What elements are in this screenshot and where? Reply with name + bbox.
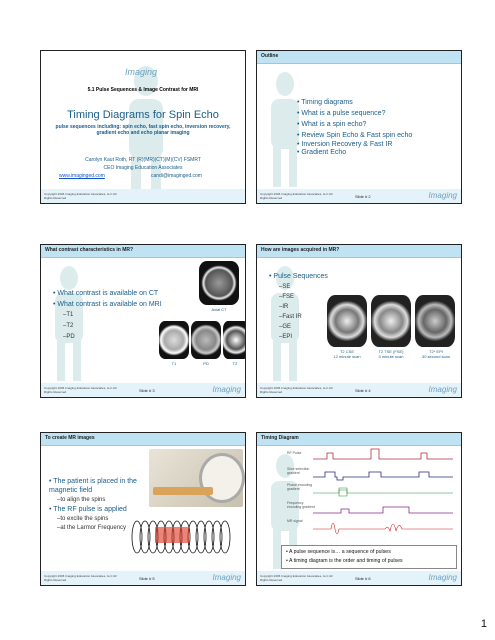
slide-header-bar — [257, 433, 461, 446]
slide-header: To create MR images — [45, 435, 95, 441]
image-caption: T2 — [232, 361, 238, 366]
slide-number: Slide # 3 — [139, 388, 155, 393]
mri-epi-image — [415, 295, 455, 347]
list-item: –at the Larmor Frequency — [57, 525, 127, 531]
slide-5 — [40, 432, 246, 586]
slide-footer — [41, 383, 245, 397]
mri-t1-image — [159, 321, 189, 359]
website-link[interactable]: www.imaginged.com — [59, 173, 105, 179]
slide-footer — [257, 189, 461, 203]
slide-header: Outline — [261, 53, 279, 59]
scanner-bore — [199, 453, 245, 503]
list-item: –SE — [279, 284, 291, 290]
slide-header-bar — [257, 51, 461, 64]
slide-number: Slide # 6 — [355, 576, 371, 581]
page-number: 1 — [480, 618, 487, 630]
slide-header-bar — [41, 433, 245, 446]
rf-pulse-line — [313, 449, 453, 459]
timing-row-label: Phase encoding gradient — [287, 483, 313, 491]
mr-signal-line — [313, 523, 453, 534]
phase-encode-lines — [313, 488, 453, 496]
bullet-list — [297, 97, 412, 157]
timing-diagram — [313, 447, 453, 535]
slide-header-bar — [257, 245, 461, 258]
copyright: Copyright 2006 Imaging Education Associates, LLC All Rights Reserved — [260, 574, 333, 582]
imaging-logo: Imaging — [212, 573, 241, 582]
slide-header: What contrast characteristics in MR? — [45, 247, 134, 253]
bullet-box — [281, 545, 457, 569]
mri-scanner-photo — [149, 449, 243, 507]
list-item: • The patient is placed in the magnetic field — [49, 478, 137, 494]
slide-1 — [40, 50, 246, 204]
slide-6 — [256, 432, 462, 586]
list-item: • What is a spin echo? — [297, 121, 367, 128]
bullet-list — [269, 271, 328, 342]
imaging-logo: Imaging — [428, 191, 457, 200]
list-item: • What contrast is available on CT — [53, 290, 159, 297]
slide-header-bar — [41, 245, 245, 258]
list-item: • Inversion Recovery & Fast IR — [297, 141, 393, 148]
slide-title: Timing Diagrams for Spin Echo — [67, 109, 219, 121]
image-caption: T2 CSE 12 minute scan — [333, 349, 361, 359]
email: candi@imaginged.com — [151, 173, 202, 179]
slide-3 — [40, 244, 246, 398]
list-item: –GE — [279, 324, 292, 330]
imaging-logo: Imaging — [212, 385, 241, 394]
list-item: –T2 — [63, 323, 74, 329]
slide-number: Slide # 2 — [355, 194, 371, 199]
imaging-logo: Imaging — [125, 67, 158, 77]
slide-number: Slide # 4 — [355, 388, 371, 393]
list-item: • Timing diagrams — [297, 99, 353, 106]
mri-t2-image — [223, 321, 246, 359]
mri-pd-image — [191, 321, 221, 359]
slide-subtitle: pulse sequences including: spin echo, fast spin echo, inversion recovery, gradient echo and echo planar imaging — [55, 124, 231, 136]
slide-2 — [256, 50, 462, 204]
list-item: –Fast IR — [279, 314, 302, 320]
image-caption: PD — [203, 361, 209, 366]
list-item: • The RF pulse is applied — [49, 506, 127, 513]
list-item: –IR — [279, 304, 289, 310]
slide-footer — [257, 571, 461, 585]
list-item: –to excite the spins — [57, 516, 109, 522]
author: Carolyn Kaut Roth, RT (R)(MR)(CT)(M)(CV) FSMRT — [85, 157, 201, 163]
slide-header: 5.1 Pulse Sequences & Image Contrast for MRI — [87, 87, 199, 93]
copyright: Copyright 2006 Imaging Education Associates, LLC All Rights Reserved — [44, 574, 117, 582]
image-caption: T1 — [171, 361, 177, 366]
copyright: Copyright 2006 Imaging Education Associates, LLC All Rights Reserved — [44, 192, 117, 200]
slice-select-line — [313, 472, 453, 480]
frequency-encode-line — [313, 507, 453, 513]
list-item: –FSE — [279, 294, 295, 300]
list-item: • Gradient Echo — [297, 149, 347, 156]
list-item: • What is a pulse sequence? — [297, 110, 386, 117]
bullet-list — [49, 477, 149, 533]
imaging-logo: Imaging — [428, 573, 457, 582]
image-caption: T2* EPI 30 second scan — [421, 349, 451, 359]
slide-4 — [256, 244, 462, 398]
list-item: –to align the spins — [57, 497, 106, 503]
patient-table — [153, 487, 213, 495]
list-item: • Review Spin Echo & Fast spin echo — [297, 132, 413, 139]
slide-footer — [41, 189, 245, 203]
copyright: Copyright 2006 Imaging Education Associates, LLC All Rights Reserved — [260, 192, 333, 200]
slide-footer — [257, 383, 461, 397]
organization: CEO Imaging Education Associates — [103, 165, 183, 171]
mri-cse-image — [327, 295, 367, 347]
image-caption: Axial CT — [211, 307, 227, 312]
slide-number: Slide # 5 — [139, 576, 155, 581]
list-item: –T1 — [63, 312, 74, 318]
imaging-logo: Imaging — [428, 385, 457, 394]
timing-row-label: RF Pulse — [287, 451, 302, 455]
slide-header: Timing Diagram — [261, 435, 299, 441]
copyright: Copyright 2006 Imaging Education Associates, LLC All Rights Reserved — [44, 386, 117, 394]
list-item: • A pulse sequence is… a sequence of pulses — [286, 549, 391, 555]
timing-row-label: Slice selection gradient — [287, 467, 310, 475]
image-caption: T2 TSE (FSE) 3 minute scan — [378, 349, 404, 359]
bullet-list — [53, 288, 162, 343]
timing-row-label: Frequency encoding gradient — [287, 501, 315, 509]
mri-tse-image — [371, 295, 411, 347]
slide-footer — [41, 571, 245, 585]
copyright: Copyright 2006 Imaging Education Associates, LLC All Rights Reserved — [260, 386, 333, 394]
list-item: • What contrast is available on MRI — [53, 301, 162, 308]
timing-row-label: MR signal — [287, 519, 303, 523]
slide-header: How are images acquired in MR? — [261, 247, 340, 253]
ct-image — [199, 261, 239, 305]
list-item: –EPI — [279, 334, 293, 340]
list-item: • Pulse Sequences — [269, 273, 328, 280]
list-item: –PD — [63, 334, 75, 340]
list-item: • A timing diagram is the order and timing of pulses — [286, 558, 403, 564]
